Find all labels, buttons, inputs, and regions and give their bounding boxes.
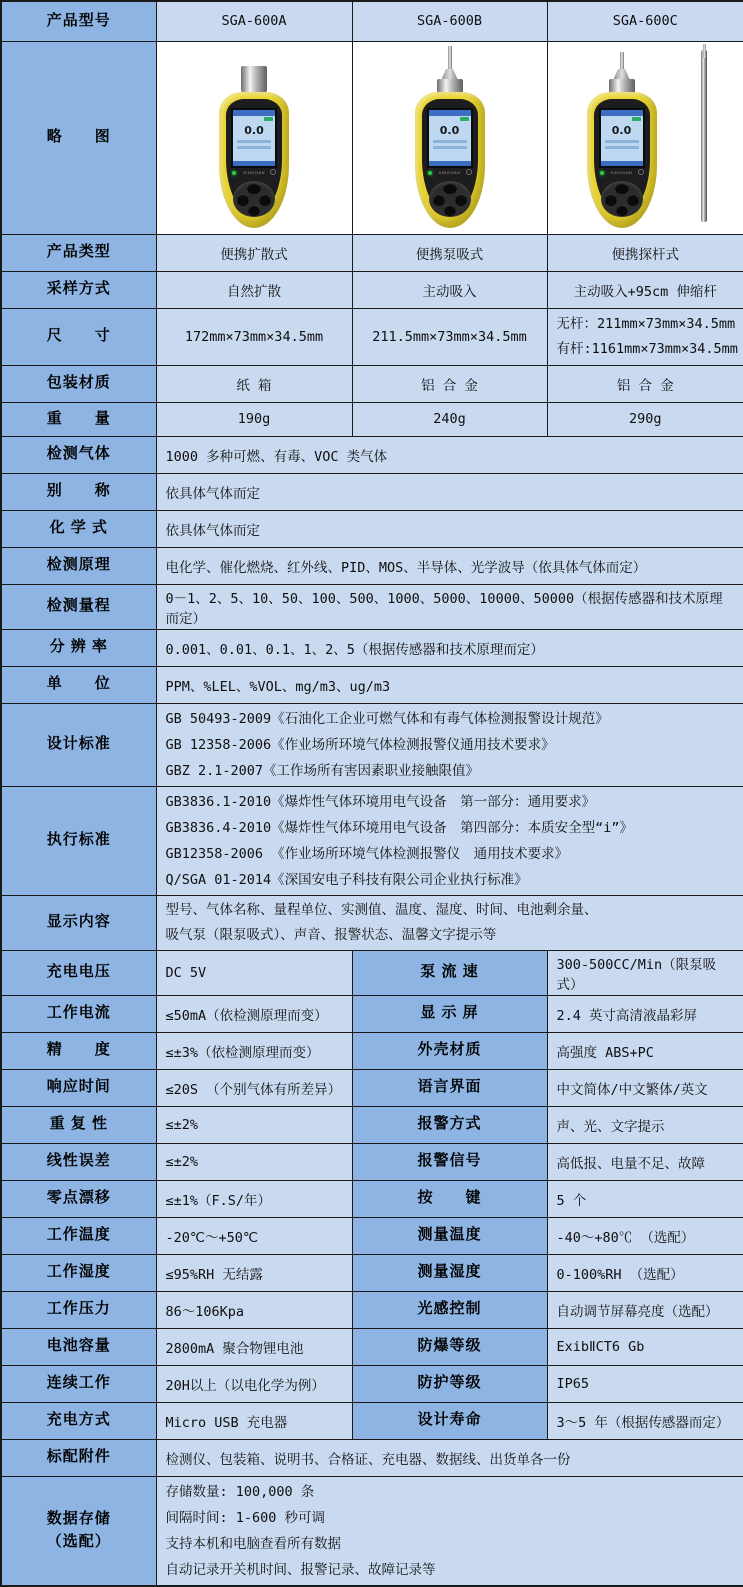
device-body	[219, 92, 289, 228]
battery-icon	[264, 117, 273, 121]
model-sga600a: SGA-600A	[156, 1, 352, 41]
lcd-info-line	[605, 140, 639, 143]
keypad	[233, 181, 275, 217]
data-storage-line: 存储数量: 100,000 条	[165, 1483, 315, 1500]
lcd-datetime-bar	[233, 161, 275, 166]
exec-standard-line: GB12358-2006 《作业场所环境气体检测报警仪 通用技术要求》	[165, 845, 569, 862]
language-ui-label: 语言界面	[352, 1069, 547, 1106]
working-temperature-label: 工作温度	[1, 1217, 156, 1254]
product-type-a: 便携扩散式	[156, 234, 352, 271]
lcd-status-row	[601, 117, 643, 124]
device-front-panel	[226, 99, 282, 215]
device-body	[415, 92, 485, 228]
alarm-signal-value: 高低报、电量不足、故障	[547, 1143, 743, 1180]
charging-voltage-label: 充电电压	[1, 950, 156, 995]
detection-range-label: 检测量程	[1, 584, 156, 629]
lcd-reading: 0.0	[611, 124, 632, 137]
alias-value: 依具体气体而定	[156, 473, 743, 510]
packaging-material-a: 纸 箱	[156, 365, 352, 402]
battery-icon	[460, 117, 469, 121]
working-temperature-value: -20℃～+50℃	[156, 1217, 352, 1254]
left-button-icon	[433, 194, 445, 206]
right-button-icon	[627, 194, 639, 206]
sketch-cell-sga600a	[156, 41, 352, 234]
protection-grade-value: IP65	[547, 1365, 743, 1402]
sampling-method-c: 主动吸入+95cm 伸缩杆	[547, 271, 743, 308]
device-lcd-screen	[599, 108, 645, 168]
lcd-info-line	[237, 140, 271, 143]
dimensions-label: 尺 寸	[1, 308, 156, 365]
enter-button-icon	[248, 205, 260, 216]
design-standard-line: GB 12358-2006《作业场所环境气体检测报警仪通用技术要求》	[165, 736, 555, 753]
design-standard-value	[156, 703, 743, 786]
lcd-reading: 0.0	[439, 124, 460, 137]
resolution-value: 0.001、0.01、0.1、1、2、5（根据传感器和技术原理而定）	[156, 629, 743, 666]
product-model-label: 产品型号	[1, 1, 156, 41]
accessories-label: 标配附件	[1, 1439, 156, 1476]
lcd-title-bar	[429, 110, 471, 116]
working-humidity-value: ≤95%RH 无结露	[156, 1254, 352, 1291]
battery-capacity-value: 2800mA 聚合物锂电池	[156, 1328, 352, 1365]
zero-drift-value: ≤±1%（F.S/年）	[156, 1180, 352, 1217]
data-storage-line: 支持本机和电脑查看所有数据	[165, 1535, 341, 1552]
detection-principle-value: 电化学、催化燃烧、红外线、PID、MOS、半导体、光学波导（依具体气体而定）	[156, 547, 743, 584]
accuracy-value: ≤±3%（依检测原理而变）	[156, 1032, 352, 1069]
working-current-value: ≤50mA（依检测原理而变）	[156, 995, 352, 1032]
unit-value: PPM、%LEL、%VOL、mg/m3、ug/m3	[156, 666, 743, 703]
sketch-label: 略 图	[1, 41, 156, 234]
menu-button-icon	[615, 183, 629, 194]
lcd-datetime-bar	[429, 161, 471, 166]
working-current-label: 工作电流	[1, 995, 156, 1032]
display-screen-label: 显 示 屏	[352, 995, 547, 1032]
lcd-info-line	[433, 140, 467, 143]
dimensions-c-no-rod: 无杆：211mm×73mm×34.5mm	[556, 315, 736, 332]
lcd-title-bar	[233, 110, 275, 116]
sensor-cap	[241, 66, 267, 92]
measuring-temperature-value: -40～+80℃ （选配）	[547, 1217, 743, 1254]
buttons-value: 5 个	[547, 1180, 743, 1217]
light-control-label: 光感控制	[352, 1291, 547, 1328]
working-pressure-label: 工作压力	[1, 1291, 156, 1328]
battery-capacity-label: 电池容量	[1, 1328, 156, 1365]
enter-button-icon	[444, 205, 456, 216]
sampling-method-b: 主动吸入	[352, 271, 547, 308]
probe-cone	[442, 69, 458, 79]
repeatability-label: 重 复 性	[1, 1106, 156, 1143]
dimensions-c-with-rod: 有杆:1161mm×73mm×34.5mm	[556, 340, 738, 357]
explosion-proof-grade-label: 防爆等级	[352, 1328, 547, 1365]
device-front-panel	[422, 99, 478, 215]
accessories-value: 检测仪、包装箱、说明书、合格证、充电器、数据线、出货单各一份	[156, 1439, 743, 1476]
response-time-value: ≤20S （个别气体有所差异）	[156, 1069, 352, 1106]
exec-standard-label: 执行标准	[1, 786, 156, 895]
device-photo-sga600c	[574, 46, 670, 232]
alarm-signal-label: 报警信号	[352, 1143, 547, 1180]
data-storage-line: 间隔时间: 1-600 秒可调	[165, 1509, 326, 1526]
display-content-line: 型号、气体名称、量程单位、实测值、温度、湿度、时间、电池剩余量、	[165, 901, 598, 918]
device-lcd-screen	[427, 108, 473, 168]
detection-range-value: 0－1、2、5、10、50、100、500、1000、5000、10000、50000（根据传感器和技术原理而定）	[156, 584, 743, 629]
sampling-method-a: 自然扩散	[156, 271, 352, 308]
data-storage-label-line1: 数据存储	[46, 1510, 111, 1527]
packaging-material-label: 包装材质	[1, 365, 156, 402]
charging-method-label: 充电方式	[1, 1402, 156, 1439]
detection-principle-label: 检测原理	[1, 547, 156, 584]
sketch-cell-sga600c	[547, 41, 743, 234]
power-icon	[270, 169, 276, 175]
protection-grade-label: 防护等级	[352, 1365, 547, 1402]
data-storage-line: 自动记录开关机时间、报警记录、故障记录等	[165, 1561, 436, 1578]
exec-standard-line: GB3836.1-2010《爆炸性气体环境用电气设备 第一部分：通用要求》	[165, 793, 596, 810]
linearity-error-value: ≤±2%	[156, 1143, 352, 1180]
keypad	[429, 181, 471, 217]
chemical-formula-label: 化 学 式	[1, 510, 156, 547]
lcd-title-bar	[601, 110, 643, 116]
battery-icon	[632, 117, 641, 121]
measuring-temperature-label: 测量温度	[352, 1217, 547, 1254]
telescopic-rod	[701, 50, 707, 222]
repeatability-value: ≤±2%	[156, 1106, 352, 1143]
sensor-cap	[609, 79, 635, 93]
probe-cone	[614, 69, 630, 79]
device-lcd-screen	[231, 108, 277, 168]
display-content-value	[156, 895, 743, 950]
left-button-icon	[237, 194, 249, 206]
data-storage-value	[156, 1476, 743, 1586]
design-standard-line: GBZ 2.1-2007《工作场所有害因素职业接触限值》	[165, 762, 480, 779]
unit-label: 单 位	[1, 666, 156, 703]
design-standard-line: GB 50493-2009《石油化工企业可燃气体和有毒气体检测报警设计规范》	[165, 710, 609, 727]
device-photo-sga600b	[402, 46, 498, 232]
display-screen-value: 2.4 英寸高清液晶彩屏	[547, 995, 743, 1032]
packaging-material-c: 铝 合 金	[547, 365, 743, 402]
weight-b: 240g	[352, 402, 547, 436]
enter-button-icon	[616, 205, 628, 216]
resolution-label: 分 辨 率	[1, 629, 156, 666]
chemical-formula-value: 依具体气体而定	[156, 510, 743, 547]
alias-label: 别 称	[1, 473, 156, 510]
display-content-line: 吸气泵（限泵吸式）、声音、报警状态、温馨文字提示等	[165, 926, 497, 943]
brand-label: SINGOAN	[610, 170, 633, 175]
pump-flow-label: 泵 流 速	[352, 950, 547, 995]
exec-standard-value	[156, 786, 743, 895]
weight-c: 290g	[547, 402, 743, 436]
lcd-info-line	[237, 146, 271, 149]
dimensions-b: 211.5mm×73mm×34.5mm	[352, 308, 547, 365]
language-ui-value: 中文简体/中文繁体/英文	[547, 1069, 743, 1106]
alarm-method-label: 报警方式	[352, 1106, 547, 1143]
measuring-humidity-label: 测量湿度	[352, 1254, 547, 1291]
accuracy-label: 精 度	[1, 1032, 156, 1069]
right-button-icon	[455, 194, 467, 206]
measuring-humidity-value: 0-100%RH （选配）	[547, 1254, 743, 1291]
brand-label: SINGOAN	[243, 170, 265, 175]
response-time-label: 响应时间	[1, 1069, 156, 1106]
menu-button-icon	[443, 183, 457, 194]
data-storage-label	[1, 1476, 156, 1586]
zero-drift-label: 零点漂移	[1, 1180, 156, 1217]
display-content-label: 显示内容	[1, 895, 156, 950]
alarm-method-value: 声、光、文字提示	[547, 1106, 743, 1143]
buttons-label: 按 键	[352, 1180, 547, 1217]
light-control-value: 自动调节屏幕亮度（选配）	[547, 1291, 743, 1328]
brand-label: SINGOAN	[438, 170, 461, 175]
packaging-material-b: 铝 合 金	[352, 365, 547, 402]
device-photo-sga600a	[206, 46, 302, 232]
left-button-icon	[605, 194, 617, 206]
lcd-status-row	[429, 117, 471, 124]
right-button-icon	[259, 194, 271, 206]
menu-button-icon	[247, 183, 261, 194]
product-type-b: 便携泵吸式	[352, 234, 547, 271]
lcd-reading: 0.0	[244, 124, 264, 137]
lcd-datetime-bar	[601, 161, 643, 166]
probe-rod	[448, 46, 452, 70]
working-humidity-label: 工作湿度	[1, 1254, 156, 1291]
exec-standard-line: Q/SGA 01-2014《深国安电子科技有限公司企业执行标准》	[165, 871, 528, 888]
model-sga600b: SGA-600B	[352, 1, 547, 41]
power-icon	[638, 169, 644, 175]
charging-method-value: Micro USB 充电器	[156, 1402, 352, 1439]
working-pressure-value: 86～106Kpa	[156, 1291, 352, 1328]
continuous-work-label: 连续工作	[1, 1365, 156, 1402]
detected-gas-value: 1000 多种可燃、有毒、VOC 类气体	[156, 436, 743, 473]
weight-label: 重 量	[1, 402, 156, 436]
shell-material-value: 高强度 ABS+PC	[547, 1032, 743, 1069]
shell-material-label: 外壳材质	[352, 1032, 547, 1069]
power-icon	[466, 169, 472, 175]
weight-a: 190g	[156, 402, 352, 436]
product-type-c: 便携探杆式	[547, 234, 743, 271]
data-storage-label-line2: （选配）	[46, 1532, 111, 1550]
exec-standard-line: GB3836.4-2010《爆炸性气体环境用电气设备 第四部分：本质安全型“i”》	[165, 819, 634, 836]
sampling-method-label: 采样方式	[1, 271, 156, 308]
linearity-error-label: 线性误差	[1, 1143, 156, 1180]
probe-rod	[620, 52, 624, 70]
device-body	[587, 92, 657, 228]
design-life-label: 设计寿命	[352, 1402, 547, 1439]
explosion-proof-grade-value: ExibⅡCT6 Gb	[547, 1328, 743, 1365]
dimensions-a: 172mm×73mm×34.5mm	[156, 308, 352, 365]
lcd-status-row	[233, 117, 275, 124]
charging-voltage-value: DC 5V	[156, 950, 352, 995]
lcd-info-line	[433, 146, 467, 149]
sensor-cap	[437, 79, 463, 93]
keypad	[601, 181, 643, 217]
model-sga600c: SGA-600C	[547, 1, 743, 41]
continuous-work-value: 20H以上（以电化学为例）	[156, 1365, 352, 1402]
design-standard-label: 设计标准	[1, 703, 156, 786]
detected-gas-label: 检测气体	[1, 436, 156, 473]
device-front-panel	[594, 99, 650, 215]
product-type-label: 产品类型	[1, 234, 156, 271]
lcd-info-line	[605, 146, 639, 149]
sketch-cell-sga600b	[352, 41, 547, 234]
pump-flow-value: 300-500CC/Min（限泵吸式）	[547, 950, 743, 995]
design-life-value: 3～5 年（根据传感器而定）	[547, 1402, 743, 1439]
dimensions-c	[547, 308, 743, 365]
